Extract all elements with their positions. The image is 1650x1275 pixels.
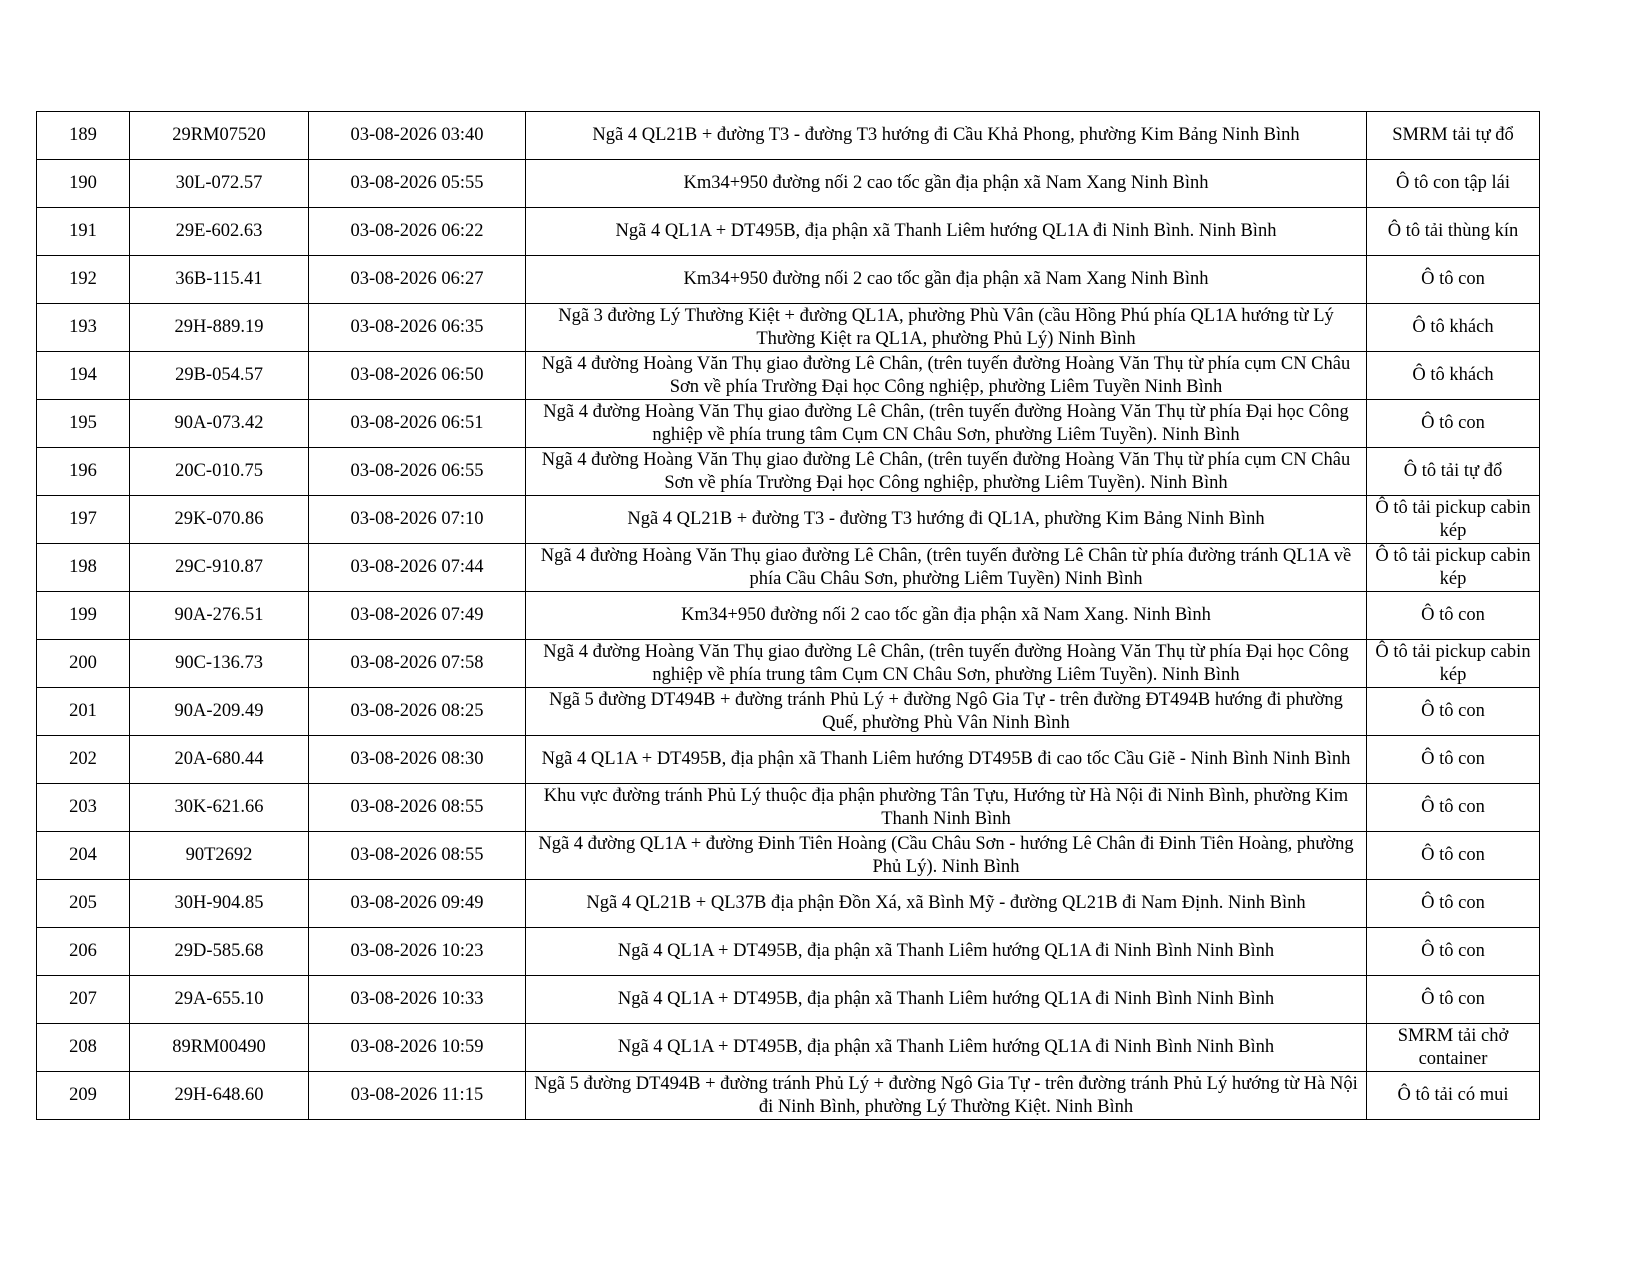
- table-row: [37, 112, 1540, 160]
- row-number-cell: 197: [37, 496, 130, 544]
- violation-time-cell: 03-08-2026 06:50: [309, 352, 526, 400]
- violation-time-cell: 03-08-2026 10:23: [309, 928, 526, 976]
- table-row: [37, 448, 1540, 496]
- vehicle-type-cell: Ô tô tải pickup cabin kép: [1367, 640, 1540, 688]
- table-row: [37, 688, 1540, 736]
- violation-location-cell: Ngã 4 QL21B + QL37B địa phận Đồn Xá, xã Bình Mỹ - đường QL21B đi Nam Định. Ninh Bình: [526, 880, 1367, 928]
- license-plate-cell: 29RM07520: [130, 112, 309, 160]
- table-row: [37, 160, 1540, 208]
- vehicle-type-cell: Ô tô con: [1367, 832, 1540, 880]
- table-row: [37, 832, 1540, 880]
- violation-time-cell: 03-08-2026 05:55: [309, 160, 526, 208]
- violation-time-cell: 03-08-2026 07:10: [309, 496, 526, 544]
- row-number-cell: 192: [37, 256, 130, 304]
- vehicle-type-cell: Ô tô con: [1367, 592, 1540, 640]
- row-number-cell: 194: [37, 352, 130, 400]
- violation-location-cell: Ngã 4 đường Hoàng Văn Thụ giao đường Lê Chân, (trên tuyến đường Hoàng Văn Thụ từ phía cụm CN Châu Sơn về phía Trường Đại học Công nghiệp, phường Liêm Tuyền Ninh Bình: [526, 352, 1367, 400]
- row-number-cell: 204: [37, 832, 130, 880]
- row-number-cell: 200: [37, 640, 130, 688]
- violation-location-cell: Khu vực đường tránh Phủ Lý thuộc địa phận phường Tân Tựu, Hướng từ Hà Nội đi Ninh Bình, phường Kim Thanh Ninh Bình: [526, 784, 1367, 832]
- table-row: [37, 496, 1540, 544]
- violation-time-cell: 03-08-2026 07:44: [309, 544, 526, 592]
- row-number-cell: 199: [37, 592, 130, 640]
- license-plate-cell: 89RM00490: [130, 1024, 309, 1072]
- license-plate-cell: 90A-276.51: [130, 592, 309, 640]
- license-plate-cell: 30K-621.66: [130, 784, 309, 832]
- row-number-cell: 191: [37, 208, 130, 256]
- row-number-cell: 208: [37, 1024, 130, 1072]
- license-plate-cell: 90T2692: [130, 832, 309, 880]
- violation-location-cell: Ngã 4 đường Hoàng Văn Thụ giao đường Lê Chân, (trên tuyến đường Hoàng Văn Thụ từ phía Đại học Công nghiệp về phía trung tâm Cụm CN Châu Sơn, phường Liêm Tuyền). Ninh Bình: [526, 640, 1367, 688]
- row-number-cell: 196: [37, 448, 130, 496]
- violation-location-cell: Ngã 4 QL1A + DT495B, địa phận xã Thanh Liêm hướng QL1A đi Ninh Bình. Ninh Bình: [526, 208, 1367, 256]
- violation-time-cell: 03-08-2026 03:40: [309, 112, 526, 160]
- violation-location-cell: Ngã 4 đường Hoàng Văn Thụ giao đường Lê Chân, (trên tuyến đường Lê Chân từ phía đường tránh QL1A về phía Cầu Châu Sơn, phường Liêm Tuyền) Ninh Bình: [526, 544, 1367, 592]
- table-row: [37, 1024, 1540, 1072]
- violation-time-cell: 03-08-2026 08:55: [309, 832, 526, 880]
- table-row: [37, 784, 1540, 832]
- violation-location-cell: Ngã 5 đường DT494B + đường tránh Phủ Lý + đường Ngô Gia Tự - trên đường ĐT494B hướng đi phường Quế, phường Phù Vân Ninh Bình: [526, 688, 1367, 736]
- license-plate-cell: 29D-585.68: [130, 928, 309, 976]
- violation-location-cell: Ngã 5 đường DT494B + đường tránh Phủ Lý + đường Ngô Gia Tự - trên đường tránh Phủ Lý hướng từ Hà Nội đi Ninh Bình, phường Lý Thường Kiệt. Ninh Bình: [526, 1072, 1367, 1120]
- violations-table: [36, 111, 1540, 1120]
- violation-time-cell: 03-08-2026 08:55: [309, 784, 526, 832]
- license-plate-cell: 20A-680.44: [130, 736, 309, 784]
- vehicle-type-cell: Ô tô con: [1367, 928, 1540, 976]
- license-plate-cell: 20C-010.75: [130, 448, 309, 496]
- table-row: [37, 880, 1540, 928]
- row-number-cell: 206: [37, 928, 130, 976]
- vehicle-type-cell: SMRM tải chở container: [1367, 1024, 1540, 1072]
- license-plate-cell: 30H-904.85: [130, 880, 309, 928]
- vehicle-type-cell: Ô tô con: [1367, 880, 1540, 928]
- row-number-cell: 209: [37, 1072, 130, 1120]
- table-row: [37, 928, 1540, 976]
- vehicle-type-cell: Ô tô tải pickup cabin kép: [1367, 544, 1540, 592]
- license-plate-cell: 90C-136.73: [130, 640, 309, 688]
- table-row: [37, 544, 1540, 592]
- row-number-cell: 201: [37, 688, 130, 736]
- violation-location-cell: Ngã 4 QL21B + đường T3 - đường T3 hướng đi QL1A, phường Kim Bảng Ninh Bình: [526, 496, 1367, 544]
- vehicle-type-cell: Ô tô con: [1367, 688, 1540, 736]
- violation-location-cell: Ngã 4 QL21B + đường T3 - đường T3 hướng đi Cầu Khả Phong, phường Kim Bảng Ninh Bình: [526, 112, 1367, 160]
- violation-location-cell: Ngã 4 QL1A + DT495B, địa phận xã Thanh Liêm hướng QL1A đi Ninh Bình Ninh Bình: [526, 928, 1367, 976]
- violation-time-cell: 03-08-2026 07:58: [309, 640, 526, 688]
- vehicle-type-cell: Ô tô tải pickup cabin kép: [1367, 496, 1540, 544]
- row-number-cell: 207: [37, 976, 130, 1024]
- license-plate-cell: 29B-054.57: [130, 352, 309, 400]
- violation-location-cell: Ngã 4 đường Hoàng Văn Thụ giao đường Lê Chân, (trên tuyến đường Hoàng Văn Thụ từ phía Đại học Công nghiệp về phía trung tâm Cụm CN Châu Sơn, phường Liêm Tuyền). Ninh Bình: [526, 400, 1367, 448]
- violation-location-cell: Km34+950 đường nối 2 cao tốc gần địa phận xã Nam Xang Ninh Bình: [526, 256, 1367, 304]
- license-plate-cell: 36B-115.41: [130, 256, 309, 304]
- license-plate-cell: 30L-072.57: [130, 160, 309, 208]
- license-plate-cell: 90A-073.42: [130, 400, 309, 448]
- table-row: [37, 640, 1540, 688]
- violation-time-cell: 03-08-2026 10:33: [309, 976, 526, 1024]
- violation-time-cell: 03-08-2026 06:27: [309, 256, 526, 304]
- table-row: [37, 208, 1540, 256]
- violation-time-cell: 03-08-2026 08:30: [309, 736, 526, 784]
- violation-time-cell: 03-08-2026 07:49: [309, 592, 526, 640]
- violation-time-cell: 03-08-2026 06:35: [309, 304, 526, 352]
- license-plate-cell: 29A-655.10: [130, 976, 309, 1024]
- row-number-cell: 190: [37, 160, 130, 208]
- violation-location-cell: Ngã 4 QL1A + DT495B, địa phận xã Thanh Liêm hướng QL1A đi Ninh Bình Ninh Bình: [526, 1024, 1367, 1072]
- violation-time-cell: 03-08-2026 11:15: [309, 1072, 526, 1120]
- table-body: [37, 112, 1540, 1120]
- table-row: [37, 256, 1540, 304]
- row-number-cell: 198: [37, 544, 130, 592]
- table-row: [37, 304, 1540, 352]
- table-row: [37, 976, 1540, 1024]
- license-plate-cell: 29K-070.86: [130, 496, 309, 544]
- row-number-cell: 202: [37, 736, 130, 784]
- vehicle-type-cell: Ô tô con: [1367, 736, 1540, 784]
- license-plate-cell: 29C-910.87: [130, 544, 309, 592]
- violation-time-cell: 03-08-2026 06:51: [309, 400, 526, 448]
- table-row: [37, 400, 1540, 448]
- row-number-cell: 193: [37, 304, 130, 352]
- violation-time-cell: 03-08-2026 06:22: [309, 208, 526, 256]
- vehicle-type-cell: Ô tô con: [1367, 256, 1540, 304]
- violation-location-cell: Ngã 4 đường Hoàng Văn Thụ giao đường Lê Chân, (trên tuyến đường Hoàng Văn Thụ từ phía cụm CN Châu Sơn về phía Trường Đại học Công nghiệp, phường Liêm Tuyền). Ninh Bình: [526, 448, 1367, 496]
- row-number-cell: 205: [37, 880, 130, 928]
- table-row: [37, 352, 1540, 400]
- license-plate-cell: 29H-648.60: [130, 1072, 309, 1120]
- vehicle-type-cell: Ô tô khách: [1367, 304, 1540, 352]
- license-plate-cell: 29E-602.63: [130, 208, 309, 256]
- vehicle-type-cell: Ô tô tải có mui: [1367, 1072, 1540, 1120]
- vehicle-type-cell: Ô tô con: [1367, 400, 1540, 448]
- vehicle-type-cell: Ô tô tải thùng kín: [1367, 208, 1540, 256]
- violation-time-cell: 03-08-2026 08:25: [309, 688, 526, 736]
- violation-location-cell: Km34+950 đường nối 2 cao tốc gần địa phận xã Nam Xang Ninh Bình: [526, 160, 1367, 208]
- table-row: [37, 736, 1540, 784]
- violation-time-cell: 03-08-2026 06:55: [309, 448, 526, 496]
- vehicle-type-cell: Ô tô con tập lái: [1367, 160, 1540, 208]
- table-row: [37, 592, 1540, 640]
- vehicle-type-cell: SMRM tải tự đổ: [1367, 112, 1540, 160]
- violation-location-cell: Ngã 4 QL1A + DT495B, địa phận xã Thanh Liêm hướng DT495B đi cao tốc Cầu Giẽ - Ninh Bình Ninh Bình: [526, 736, 1367, 784]
- violation-location-cell: Ngã 3 đường Lý Thường Kiệt + đường QL1A, phường Phù Vân (cầu Hồng Phú phía QL1A hướng từ Lý Thường Kiệt ra QL1A, phường Phủ Lý) Ninh Bình: [526, 304, 1367, 352]
- violation-time-cell: 03-08-2026 09:49: [309, 880, 526, 928]
- row-number-cell: 203: [37, 784, 130, 832]
- violation-location-cell: Ngã 4 QL1A + DT495B, địa phận xã Thanh Liêm hướng QL1A đi Ninh Bình Ninh Bình: [526, 976, 1367, 1024]
- violation-location-cell: Ngã 4 đường QL1A + đường Đinh Tiên Hoàng (Cầu Châu Sơn - hướng Lê Chân đi Đinh Tiên Hoàng, phường Phủ Lý). Ninh Bình: [526, 832, 1367, 880]
- license-plate-cell: 90A-209.49: [130, 688, 309, 736]
- vehicle-type-cell: Ô tô con: [1367, 784, 1540, 832]
- row-number-cell: 195: [37, 400, 130, 448]
- table-row: [37, 1072, 1540, 1120]
- vehicle-type-cell: Ô tô tải tự đổ: [1367, 448, 1540, 496]
- violation-location-cell: Km34+950 đường nối 2 cao tốc gần địa phận xã Nam Xang. Ninh Bình: [526, 592, 1367, 640]
- vehicle-type-cell: Ô tô khách: [1367, 352, 1540, 400]
- vehicle-type-cell: Ô tô con: [1367, 976, 1540, 1024]
- violation-time-cell: 03-08-2026 10:59: [309, 1024, 526, 1072]
- license-plate-cell: 29H-889.19: [130, 304, 309, 352]
- row-number-cell: 189: [37, 112, 130, 160]
